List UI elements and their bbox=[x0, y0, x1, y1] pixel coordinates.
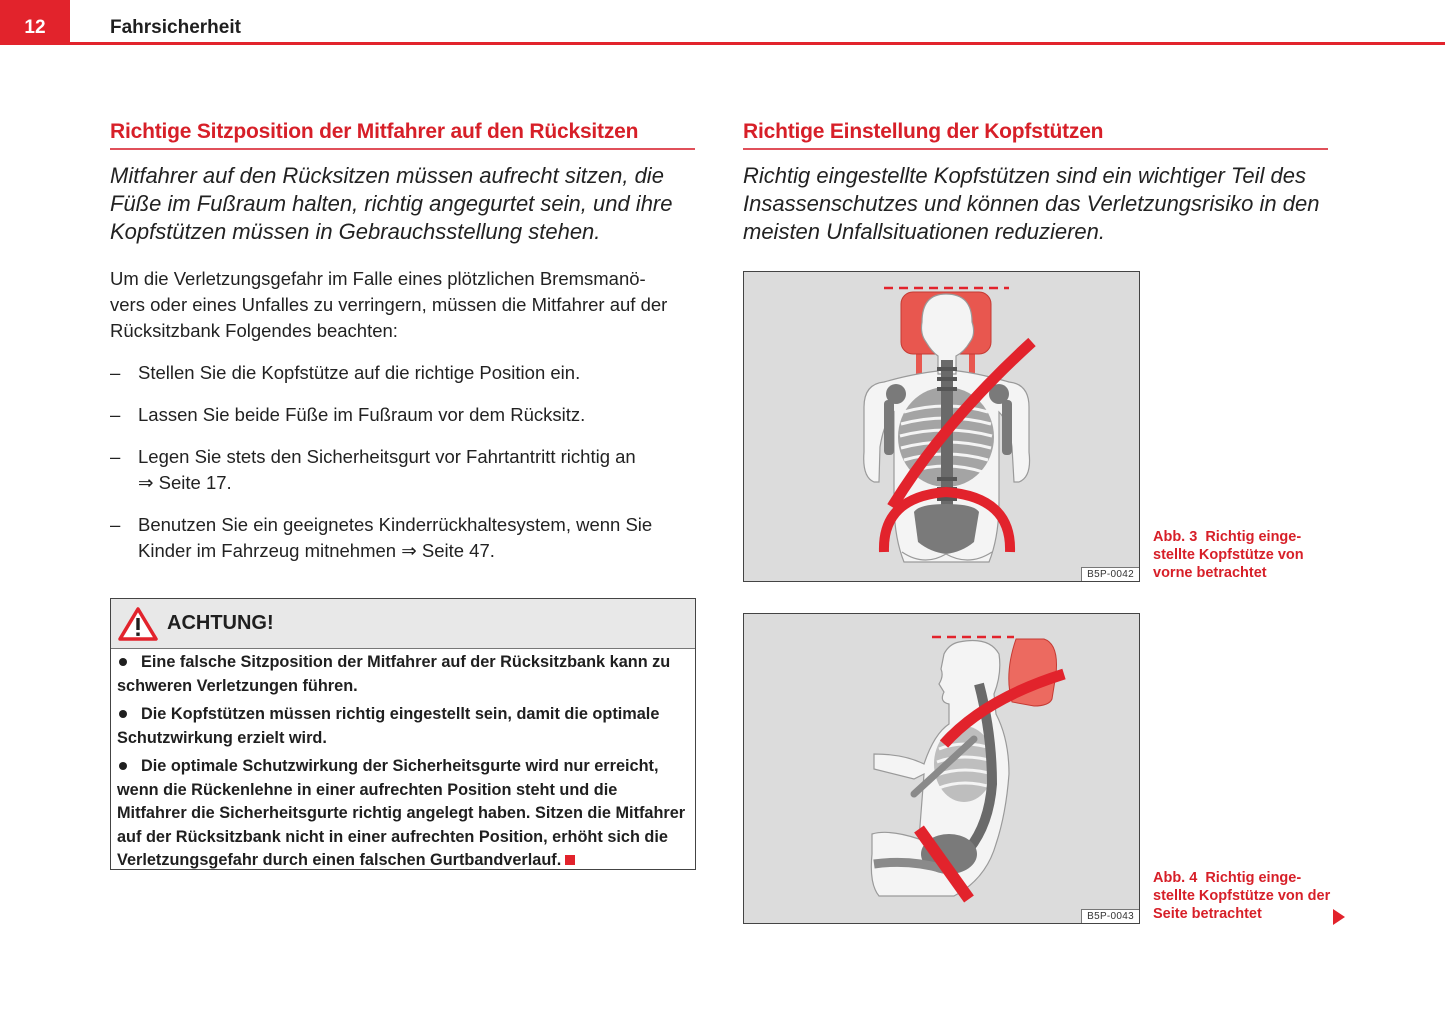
running-title: Fahrsicherheit bbox=[110, 17, 241, 38]
dash-bullet: – bbox=[110, 404, 121, 425]
instruction-list bbox=[110, 402, 700, 428]
right-section-heading: Richtige Einstellung der Kopfstützen bbox=[743, 120, 1104, 143]
figure-side-view bbox=[743, 613, 1140, 924]
list-item-text: Legen Sie stets den Sicherheitsgurt vor Fahrtantritt richtig an bbox=[138, 446, 636, 467]
instruction-list bbox=[110, 512, 700, 564]
warning-item bbox=[117, 651, 689, 698]
warning-header bbox=[111, 599, 695, 649]
warning-title: ACHTUNG! bbox=[167, 612, 274, 634]
right-section-rule bbox=[743, 148, 1328, 150]
caption-line: Richtig einge- bbox=[1205, 529, 1302, 545]
intro-paragraph bbox=[110, 266, 710, 344]
side-view-illustration bbox=[744, 614, 1140, 924]
list-item bbox=[110, 444, 700, 496]
warning-item bbox=[117, 755, 689, 873]
warning-item-text: Eine falsche Sitzposition der Mitfahrer auf der Rücksitzbank kann zu schweren Verletzungen führen. bbox=[117, 653, 671, 695]
caption-line: stellte Kopfstütze von der bbox=[1153, 888, 1331, 904]
warning-box bbox=[110, 598, 696, 870]
left-section-heading: Richtige Sitzposition der Mitfahrer auf den Rücksitzen bbox=[110, 120, 639, 143]
intro-line: vers oder eines Unfalles zu verringern, müssen die Mitfahrer auf der bbox=[110, 294, 668, 315]
page-reference-link[interactable]: Kinder im Fahrzeug mitnehmen ⇒ Seite 47. bbox=[138, 540, 495, 561]
list-item-text: Lassen Sie beide Füße im Fußraum vor dem Rücksitz. bbox=[138, 404, 586, 425]
figure-caption bbox=[1153, 528, 1333, 582]
continue-arrow-icon[interactable] bbox=[1333, 909, 1345, 925]
caption-line: vorne betrachtet bbox=[1153, 565, 1267, 581]
intro-line: Rücksitzbank Folgendes beachten: bbox=[110, 320, 398, 341]
lead-line: Mitfahrer auf den Rücksitzen müssen aufrecht sitzen, die bbox=[110, 163, 664, 188]
list-item-text: Benutzen Sie ein geeignetes Kinderrückhaltesystem, wenn Sie bbox=[138, 514, 653, 535]
page-reference-link[interactable]: ⇒ Seite 17. bbox=[138, 472, 232, 493]
bullet-dot-icon bbox=[119, 710, 127, 718]
bullet-dot-icon bbox=[119, 658, 127, 666]
figure-code: B5P-0042 bbox=[1081, 567, 1139, 581]
figure-caption bbox=[1153, 869, 1333, 923]
intro-line: Um die Verletzungsgefahr im Falle eines plötzlichen Bremsmanö- bbox=[110, 268, 646, 289]
dash-bullet: – bbox=[110, 514, 121, 535]
list-item bbox=[110, 360, 700, 386]
list-item bbox=[110, 402, 700, 428]
warning-body bbox=[111, 649, 695, 873]
page-number bbox=[0, 0, 70, 44]
left-section-rule bbox=[110, 148, 695, 150]
arm-bone bbox=[1002, 400, 1012, 455]
lead-line: Richtig eingestellte Kopfstützen sind ein wichtiger Teil des bbox=[743, 163, 1306, 188]
figure-front-view bbox=[743, 271, 1140, 582]
warning-item bbox=[117, 703, 689, 750]
instruction-list bbox=[110, 444, 700, 496]
list-item bbox=[110, 512, 700, 564]
warning-item-text: Die optimale Schutzwirkung der Sicherheitsgurte wird nur erreicht, wenn die Rückenlehne in einer aufrechten Position steht und die Mitfahrer die Sicherheitsgurte richtig angelegt haben. Sitzen die Mitfahrer auf der Rücksitzbank nicht in einer aufrechten Position, erhöht sich die Verletzungsgefahr durch einen falschen Gurtbandverlauf. bbox=[117, 757, 686, 869]
figure-label: Abb. 3 bbox=[1153, 529, 1198, 545]
lead-line: Kopfstützen müssen in Gebrauchsstellung stehen. bbox=[110, 219, 601, 244]
figure-code: B5P-0043 bbox=[1081, 909, 1139, 923]
lead-line: Insassenschutzes und können das Verletzungsrisiko in den bbox=[743, 191, 1320, 216]
instruction-list bbox=[110, 360, 700, 386]
bullet-dot-icon bbox=[119, 762, 127, 770]
section-end-mark-icon bbox=[565, 855, 575, 865]
figure-label: Abb. 4 bbox=[1153, 870, 1198, 886]
page-number-text: 12 bbox=[24, 17, 46, 38]
caption-line: stellte Kopfstütze von bbox=[1153, 547, 1304, 563]
warning-triangle-icon bbox=[117, 606, 159, 642]
caption-line: Seite betrachtet bbox=[1153, 906, 1262, 922]
arm-bone bbox=[884, 400, 894, 455]
front-view-illustration bbox=[744, 272, 1140, 582]
caption-line: Richtig einge- bbox=[1205, 870, 1302, 886]
header-rule bbox=[0, 42, 1445, 45]
lead-line: meisten Unfallsituationen reduzieren. bbox=[743, 219, 1105, 244]
list-item-text: Stellen Sie die Kopfstütze auf die richtige Position ein. bbox=[138, 362, 581, 383]
dash-bullet: – bbox=[110, 446, 121, 467]
dash-bullet: – bbox=[110, 362, 121, 383]
left-lead-paragraph bbox=[110, 162, 710, 246]
warning-item-text: Die Kopfstützen müssen richtig eingestellt sein, damit die optimale Schutzwirkung erzielt wird. bbox=[117, 705, 660, 747]
right-lead-paragraph bbox=[743, 162, 1343, 246]
lead-line: Füße im Fußraum halten, richtig angegurtet sein, und ihre bbox=[110, 191, 673, 216]
